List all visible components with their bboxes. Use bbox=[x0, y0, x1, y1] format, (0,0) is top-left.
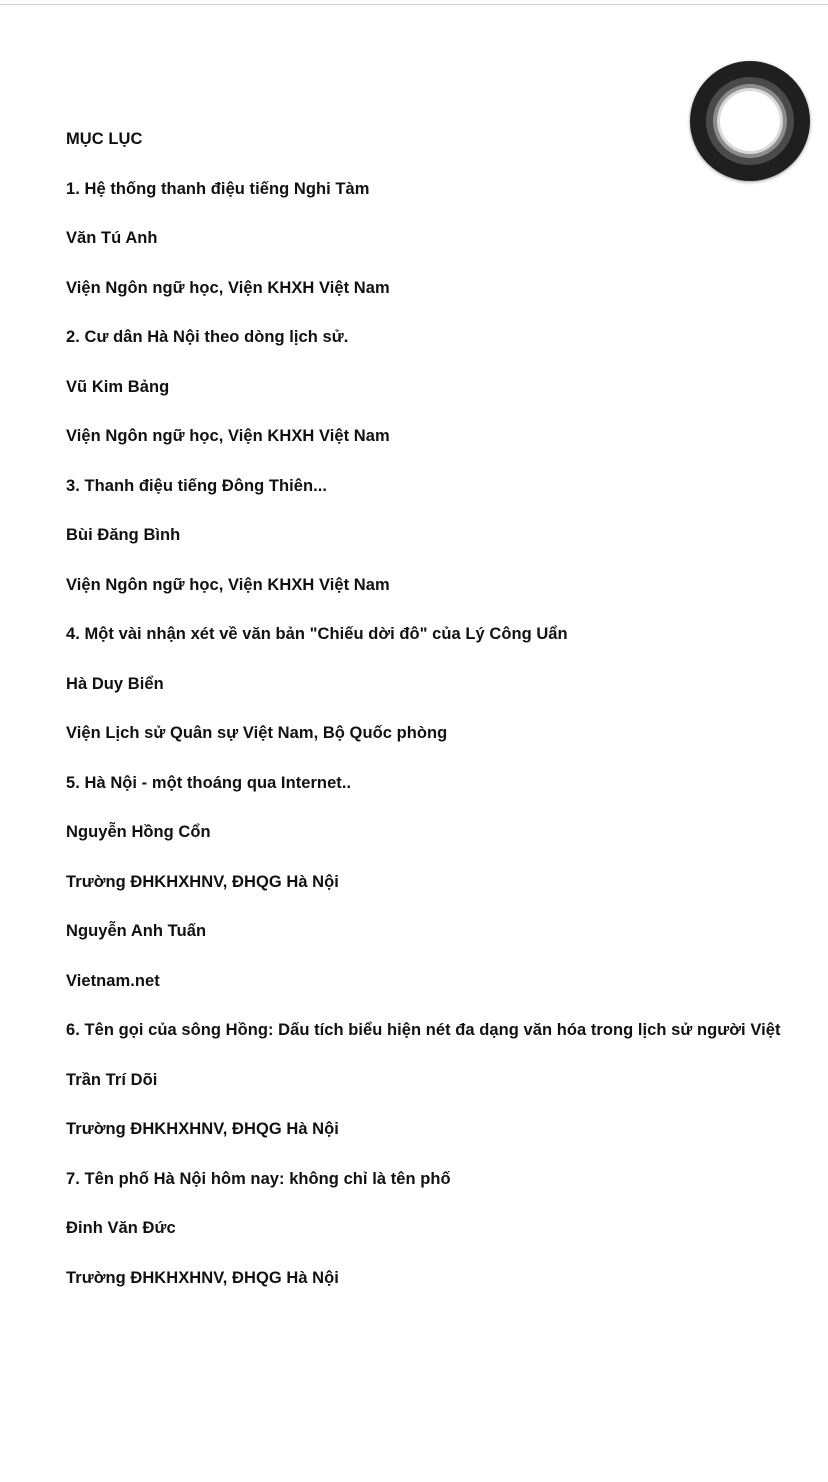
toc-entry-author-4: Hà Duy Biển bbox=[66, 674, 164, 693]
toc-entry-affiliation-5b: Vietnam.net bbox=[66, 971, 160, 990]
assistive-touch-button[interactable] bbox=[690, 61, 810, 181]
toc-entry-title-7: 7. Tên phố Hà Nội hôm nay: không chỉ là tên phố bbox=[66, 1169, 451, 1188]
toc-entry-author-3: Bùi Đăng Bình bbox=[66, 526, 181, 544]
toc-entry-affiliation-3: Viện Ngôn ngữ học, Viện KHXH Việt Nam bbox=[66, 575, 390, 594]
toc-entry-title-6: 6. Tên gọi của sông Hồng: Dấu tích biểu hiện nét đa dạng văn hóa trong lịch sử người Việt bbox=[66, 1021, 781, 1039]
toc-entry-title-4: 4. Một vài nhận xét về văn bản "Chiếu dời đô" của Lý Công Uẩn bbox=[66, 625, 568, 643]
toc-entry-author-5b: Nguyễn Anh Tuấn bbox=[66, 922, 207, 940]
toc-entry-title-5: 5. Hà Nội - một thoáng qua Internet.. bbox=[66, 773, 352, 792]
toc-entry-affiliation-4: Viện Lịch sử Quân sự Việt Nam, Bộ Quốc phòng bbox=[66, 724, 448, 742]
toc-entry-title-2: 2. Cư dân Hà Nội theo dòng lịch sử. bbox=[66, 328, 349, 346]
toc-entry-author-5a: Nguyễn Hồng Cổn bbox=[66, 823, 211, 841]
document-body bbox=[66, 127, 806, 1315]
toc-entry-author-1: Văn Tú Anh bbox=[66, 229, 158, 247]
toc-entry-affiliation-1: Viện Ngôn ngữ học, Viện KHXH Việt Nam bbox=[66, 278, 390, 297]
toc-entry-author-7: Đinh Văn Đức bbox=[66, 1219, 176, 1237]
toc-heading: MỤC LỤC bbox=[66, 130, 143, 148]
toc-entry-title-1: 1. Hệ thống thanh điệu tiếng Nghi Tàm bbox=[66, 179, 370, 198]
toc-entry-author-6: Trần Trí Dõi bbox=[66, 1070, 158, 1089]
top-divider bbox=[0, 4, 828, 5]
assistive-touch-core bbox=[720, 91, 780, 151]
toc-entry-affiliation-6: Trường ĐHKHXHNV, ĐHQG Hà Nội bbox=[66, 1120, 339, 1138]
toc-entry-title-3: 3. Thanh điệu tiếng Đông Thiên... bbox=[66, 476, 328, 495]
toc-entry-author-2: Vũ Kim Bảng bbox=[66, 377, 170, 396]
toc-entry-affiliation-5a: Trường ĐHKHXHNV, ĐHQG Hà Nội bbox=[66, 872, 339, 891]
toc-entry-affiliation-2: Viện Ngôn ngữ học, Viện KHXH Việt Nam bbox=[66, 427, 390, 445]
toc-entry-affiliation-7: Trường ĐHKHXHNV, ĐHQG Hà Nội bbox=[66, 1268, 339, 1287]
